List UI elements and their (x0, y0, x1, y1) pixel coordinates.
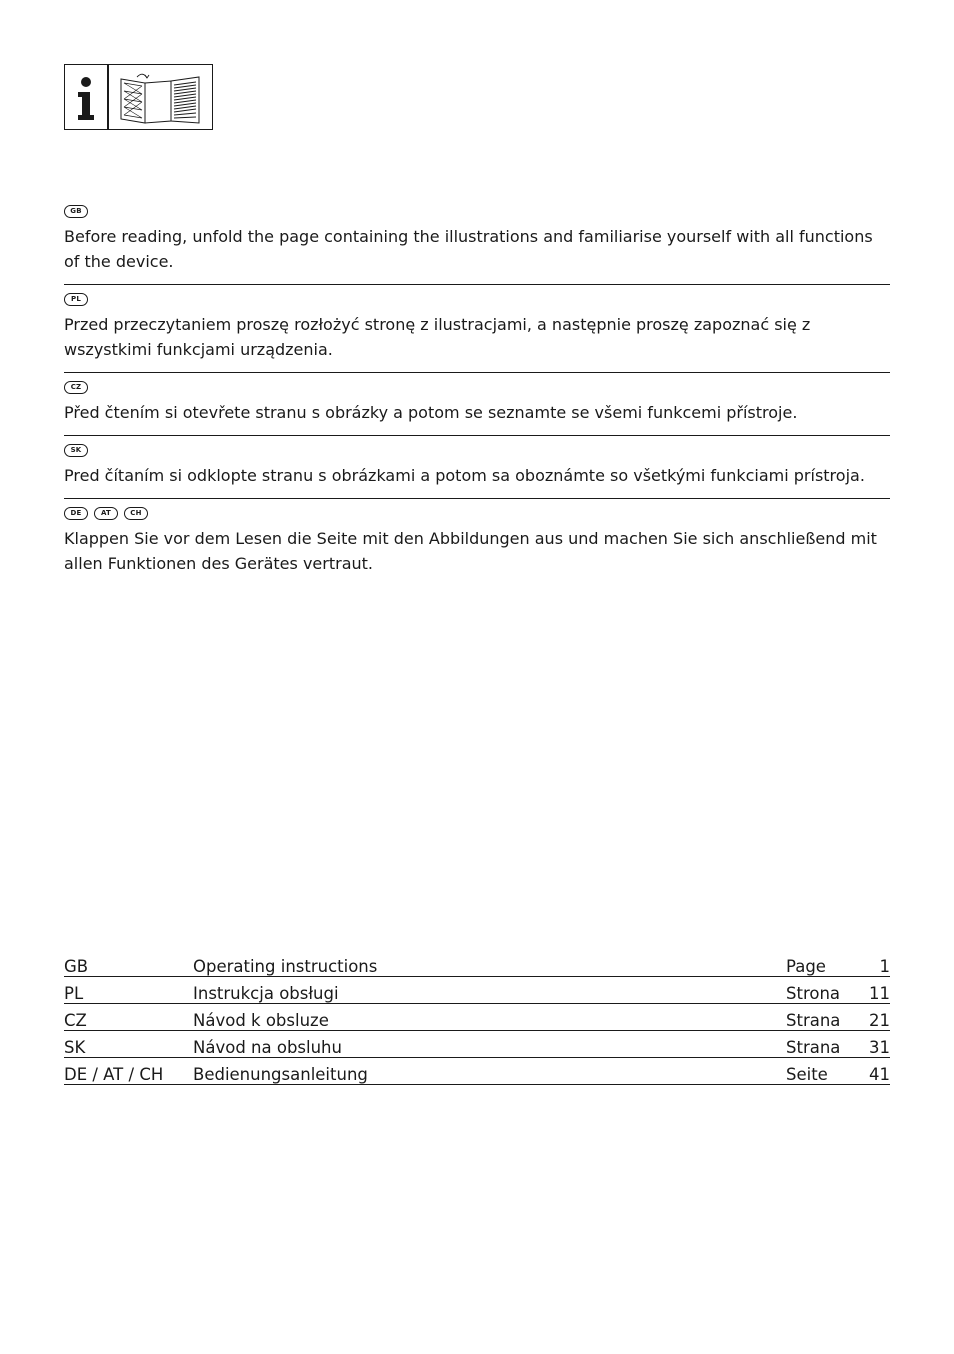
language-badge-ch: CH (124, 507, 148, 520)
toc-language-code: GB (64, 950, 193, 977)
toc-title: Bedienungsanleitung (193, 1058, 786, 1085)
table-of-contents (64, 950, 890, 1085)
toc-title: Operating instructions (193, 950, 786, 977)
language-badges (64, 293, 890, 306)
note-text-gb: Before reading, unfold the page containing the illustrations and familiarise yourself with all functions of the device. (64, 227, 873, 271)
toc-page-number: 11 (846, 977, 890, 1004)
note-text-cz: Před čtením si otevřete stranu s obrázky a potom se seznamte se všemi funkcemi přístroje. (64, 403, 798, 422)
foldout-page-icon (108, 64, 213, 130)
info-icon (64, 64, 108, 130)
table-row[interactable] (64, 1004, 890, 1031)
language-badge-de: DE (64, 507, 88, 520)
toc-language-code: PL (64, 977, 193, 1004)
note-de (64, 507, 890, 586)
toc-page-number: 31 (846, 1031, 890, 1058)
toc-page-number: 1 (846, 950, 890, 977)
table-row[interactable] (64, 950, 890, 977)
table-row[interactable] (64, 1058, 890, 1085)
language-badges (64, 205, 890, 218)
note-sk (64, 444, 890, 499)
language-badge-at: AT (94, 507, 118, 520)
toc-page-word: Strana (786, 1004, 846, 1031)
toc-language-code: DE / AT / CH (64, 1058, 193, 1085)
toc-page-word: Seite (786, 1058, 846, 1085)
note-text-sk: Pred čítaním si odklopte stranu s obrázkami a potom sa oboznámte so všetkými funkciami prístroja. (64, 466, 865, 485)
language-notes (64, 205, 890, 594)
toc-page-number: 41 (846, 1058, 890, 1085)
language-badges (64, 444, 890, 457)
toc-title: Návod k obsluze (193, 1004, 786, 1031)
toc-page-word: Page (786, 950, 846, 977)
note-text-pl: Przed przeczytaniem proszę rozłożyć stronę z ilustracjami, a następnie proszę zapoznać się z wszystkimi funkcjami urządzenia. (64, 315, 811, 359)
toc-title: Instrukcja obsługi (193, 977, 786, 1004)
language-badge-sk: SK (64, 444, 88, 457)
table-row[interactable] (64, 1031, 890, 1058)
language-badge-pl: PL (64, 293, 88, 306)
note-cz (64, 381, 890, 436)
note-text-de: Klappen Sie vor dem Lesen die Seite mit den Abbildungen aus und machen Sie sich anschließend mit allen Funktionen des Gerätes vertraut. (64, 529, 877, 573)
language-badges (64, 507, 890, 520)
note-pl (64, 293, 890, 373)
language-badges (64, 381, 890, 394)
toc-page-word: Strona (786, 977, 846, 1004)
toc-page-number: 21 (846, 1004, 890, 1031)
table-row[interactable] (64, 977, 890, 1004)
toc-language-code: SK (64, 1031, 193, 1058)
toc-page-word: Strana (786, 1031, 846, 1058)
note-gb (64, 205, 890, 285)
language-badge-gb: GB (64, 205, 88, 218)
toc-title: Návod na obsluhu (193, 1031, 786, 1058)
language-badge-cz: CZ (64, 381, 88, 394)
toc-language-code: CZ (64, 1004, 193, 1031)
